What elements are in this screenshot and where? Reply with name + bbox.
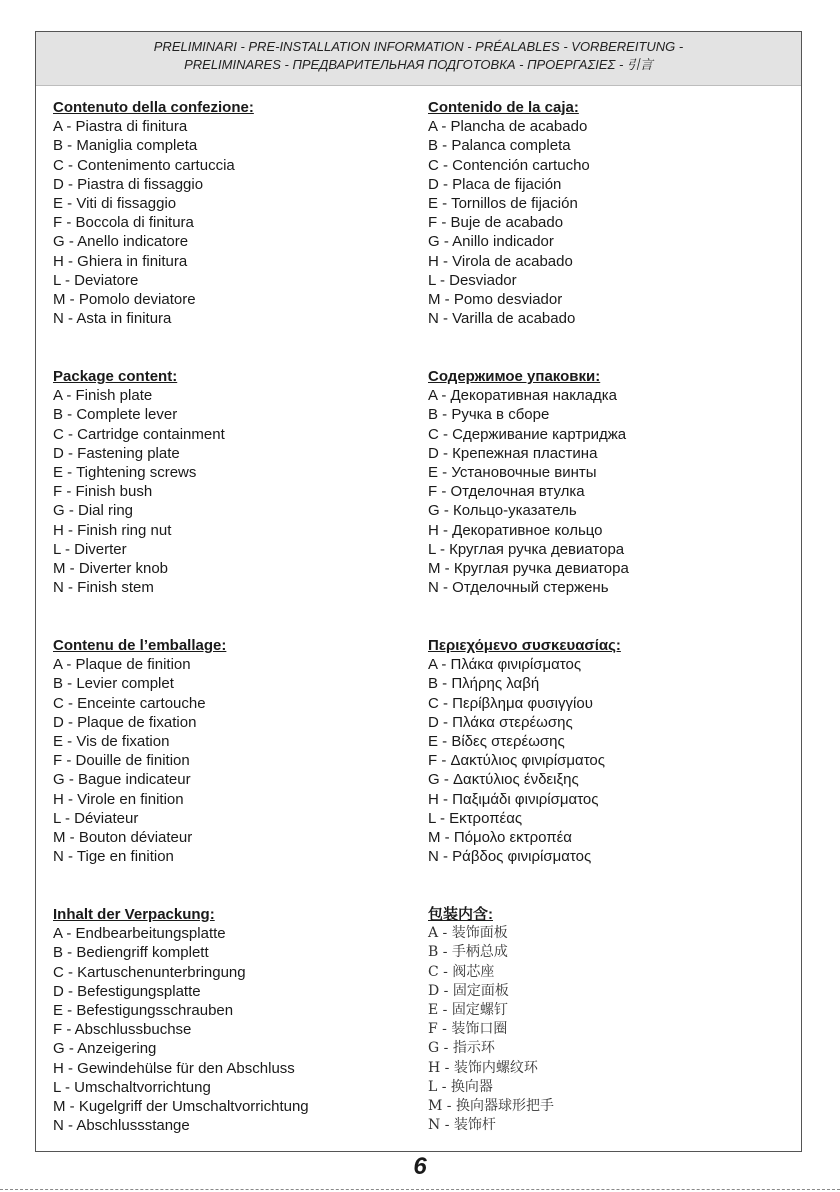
list-item: C - Kartuschenunterbringung	[53, 963, 246, 981]
list-item: C - Сдерживание картриджа	[428, 425, 627, 443]
list-item: G - Anello indicatore	[53, 233, 189, 251]
page-frame	[35, 31, 802, 1152]
list-item: G - 指示环	[428, 1040, 495, 1057]
list-item: M - Kugelgriff der Umschaltvorrichtung	[53, 1097, 309, 1115]
list-item: A - 装饰面板	[428, 925, 508, 942]
list-item: B - Πλήρης λαβή	[428, 675, 540, 693]
list-item: D - 固定面板	[428, 982, 509, 999]
list-item: M - Круглая ручка девиатора	[428, 559, 629, 577]
list-item: G - Кольцо-указатель	[428, 502, 577, 520]
list-item: N - Varilla de acabado	[428, 310, 576, 328]
section-title: Содержимое упаковки:	[428, 368, 601, 385]
list-item: C - Cartridge containment	[53, 425, 225, 443]
list-item: N - Asta in finitura	[53, 310, 172, 328]
list-item: L - Diverter	[53, 540, 127, 558]
list-item: F - Abschlussbuchse	[53, 1021, 192, 1039]
list-item: E - Viti di fissaggio	[53, 194, 177, 212]
list-item: D - Piastra di fissaggio	[53, 175, 204, 193]
list-item: M - Pomolo deviatore	[53, 290, 196, 308]
list-item: F - Boccola di finitura	[53, 214, 194, 232]
list-item: C - Enceinte cartouche	[53, 694, 206, 712]
list-item: G - Dial ring	[53, 502, 134, 520]
list-item: E - Βίδες στερέωσης	[428, 732, 565, 750]
bottom-divider	[0, 1189, 840, 1190]
list-item: B - Bediengriff komplett	[53, 944, 209, 962]
list-item: H - Ghiera in finitura	[53, 252, 188, 270]
section-italian	[53, 98, 423, 328]
list-item: C - Περίβλημα φυσιγγίου	[428, 694, 593, 712]
list-item: M - 换向器球形把手	[428, 1097, 554, 1114]
list-item: E - Befestigungsschrauben	[53, 1001, 234, 1019]
list-item: E - Установочные винты	[428, 463, 597, 481]
list-item: F - Finish bush	[53, 483, 153, 501]
header-line-2: PRELIMINARES - ПРЕДВАРИТЕЛЬНАЯ ПОДГОТОВКА - ΠΡΟΕΡΓΑΣΙΕΣ - 引言	[184, 57, 653, 72]
list-item: L - Déviateur	[53, 809, 139, 827]
list-item: L - Deviatore	[53, 271, 139, 289]
list-item: L - Desviador	[428, 271, 517, 289]
list-item: M - Bouton déviateur	[53, 828, 193, 846]
list-item: D - Fastening plate	[53, 444, 180, 462]
list-item: L - 换向器	[428, 1078, 493, 1095]
list-item: G - Anzeigering	[53, 1040, 157, 1058]
list-item: H - Декоративное кольцо	[428, 521, 603, 539]
list-item: N - 装饰杆	[428, 1117, 496, 1134]
list-item: F - 装饰口圈	[428, 1021, 508, 1038]
list-item: M - Diverter knob	[53, 559, 169, 577]
section-title: Package content:	[53, 368, 178, 385]
section-german	[53, 905, 423, 1135]
list-item: B - 手柄总成	[428, 944, 508, 961]
list-item: C - 阀芯座	[428, 963, 495, 980]
list-item: B - Maniglia completa	[53, 137, 198, 155]
list-item: D - Крепежная пластина	[428, 444, 598, 462]
list-item: H - 装饰内螺纹环	[428, 1059, 538, 1076]
list-item: B - Complete lever	[53, 406, 178, 424]
list-item: H - Virole en finition	[53, 790, 184, 808]
section-french	[53, 636, 423, 866]
list-item: E - Tightening screws	[53, 463, 197, 481]
list-item: H - Gewindehülse für den Abschluss	[53, 1059, 295, 1077]
page-number: 6	[413, 1153, 427, 1180]
list-item: E - 固定螺钉	[428, 1001, 508, 1018]
list-item: L - Εκτροπέας	[428, 809, 523, 827]
section-chinese	[428, 905, 798, 1135]
list-item: B - Palanca completa	[428, 137, 571, 155]
list-item: A - Piastra di finitura	[53, 118, 188, 136]
list-item: A - Plaque de finition	[53, 656, 191, 674]
section-title: Contenu de l’emballage:	[53, 637, 227, 654]
list-item: C - Contenimento cartuccia	[53, 156, 235, 174]
list-item: N - Ράβδος φινιρίσματος	[428, 848, 592, 866]
section-greek	[428, 636, 798, 866]
list-item: N - Отделочный стержень	[428, 579, 609, 597]
list-item: G - Δακτύλιος ένδειξης	[428, 771, 579, 789]
list-item: N - Abschlussstange	[53, 1117, 190, 1135]
list-item: M - Πόμολο εκτροπέα	[428, 828, 572, 846]
list-item: A - Plancha de acabado	[428, 118, 588, 136]
list-item: D - Plaque de fixation	[53, 713, 197, 731]
list-item: F - Δακτύλιος φινιρίσματος	[428, 752, 605, 770]
list-item: G - Bague indicateur	[53, 771, 191, 789]
list-item: F - Buje de acabado	[428, 214, 564, 232]
list-item: F - Отделочная втулка	[428, 483, 585, 501]
list-item: B - Ручка в сборе	[428, 406, 550, 424]
list-item: H - Παξιμάδι φινιρίσματος	[428, 790, 599, 808]
section-title: Contenuto della confezione:	[53, 99, 254, 116]
list-item: F - Douille de finition	[53, 752, 190, 770]
list-item: A - Πλάκα φινιρίσματος	[428, 656, 582, 674]
list-item: B - Levier complet	[53, 675, 174, 693]
list-item: D - Πλάκα στερέωσης	[428, 713, 573, 731]
section-title: Contenido de la caja:	[428, 99, 579, 116]
list-item: C - Contención cartucho	[428, 156, 590, 174]
list-item: M - Pomo desviador	[428, 290, 563, 308]
list-item: L - Круглая ручка девиатора	[428, 540, 625, 558]
list-item: H - Finish ring nut	[53, 521, 172, 539]
section-english	[53, 367, 423, 597]
list-item: D - Befestigungsplatte	[53, 982, 201, 1000]
section-title: Inhalt der Verpackung:	[53, 906, 215, 923]
preliminaries-header	[36, 32, 801, 86]
list-item: A - Endbearbeitungsplatte	[53, 925, 226, 943]
list-item: E - Tornillos de fijación	[428, 194, 578, 212]
list-item: H - Virola de acabado	[428, 252, 573, 270]
list-item: G - Anillo indicador	[428, 233, 554, 251]
list-item: A - Finish plate	[53, 387, 153, 405]
list-item: N - Finish stem	[53, 579, 154, 597]
list-item: E - Vis de fixation	[53, 732, 170, 750]
section-title: Περιεχόμενο συσκευασίας:	[428, 637, 621, 654]
section-russian	[428, 367, 798, 597]
list-item: L - Umschaltvorrichtung	[53, 1078, 211, 1096]
list-item: N - Tige en finition	[53, 848, 174, 866]
list-item: D - Placa de fijación	[428, 175, 562, 193]
section-spanish	[428, 98, 798, 328]
list-item: A - Декоративная накладка	[428, 387, 618, 405]
section-title: 包装内含:	[428, 906, 493, 923]
header-line-1: PRELIMINARI - PRE-INSTALLATION INFORMATION - PRÉALABLES - VORBEREITUNG -	[153, 39, 684, 54]
